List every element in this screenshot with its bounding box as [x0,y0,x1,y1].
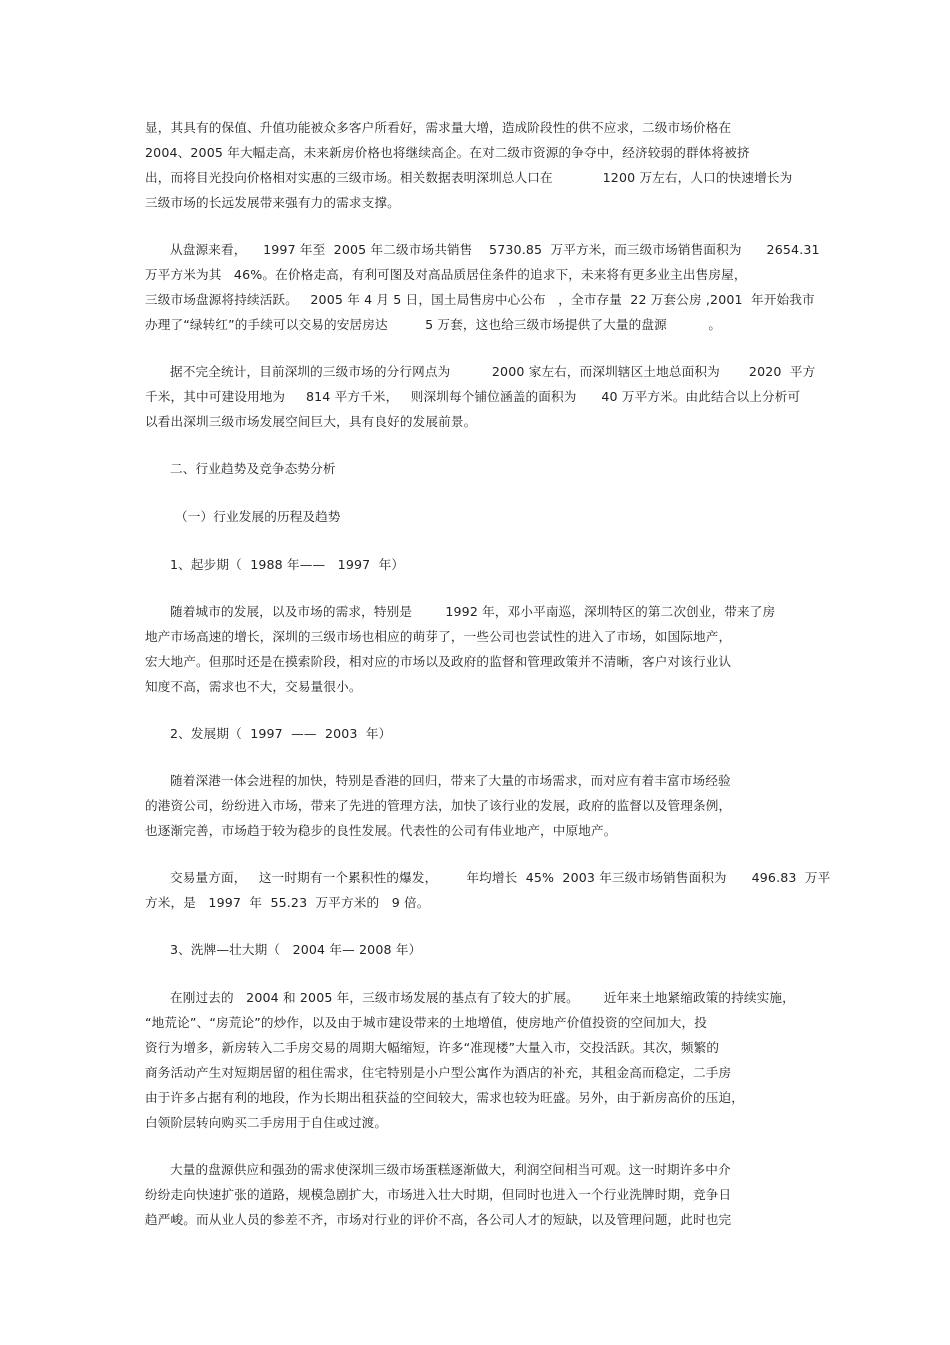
text-line: 知度不高，需求也不大，交易量很小。 [145,679,362,694]
text-line: 大量的盘源供应和强劲的需求使深圳三级市场蛋糕逐渐做大，利润空间相当可观。这一时期许多中介 [170,1162,731,1177]
text-line: 纷纷走向快速扩张的道路，规模急剧扩大，市场进入壮大时期，但同时也进入一个行业洗牌时期，竞争日 [145,1187,732,1202]
subsection-heading: （一）行业发展的历程及趋势 [175,509,341,524]
text-line: 商务活动产生对短期居留的租住需求，住宅特别是小户型公寓作为酒店的补充，其租金高而稳定，二手房 [145,1065,732,1080]
text-line: 从盘源来看， 1997 年至 2005 年二级市场共销售 5730.85 万平方米，而三级市场销售面积为 2654.31 [170,242,820,257]
text-line: 由于许多占据有利的地段，作为长期出租获益的空间较大，需求也较为旺盛。另外，由于新房高价的压迫， [145,1090,744,1105]
text-line: 在刚过去的 2004 和 2005 年，三级市场发展的基点有了较大的扩展。 近年来土地紧缩政策的持续实施， [170,990,795,1005]
text-line: 2004、2005 年大幅走高，未来新房价格也将继续高企。在对二级市资源的争夺中，经济较弱的群体将被挤 [145,145,750,160]
text-line: 的港资公司，纷纷进入市场，带来了先进的管理方法，加快了该行业的发展，政府的监督以及管理条例， [145,798,732,813]
text-line: 显，其具有的保值、升值功能被众多客户所看好，需求量大增，造成阶段性的供不应求，二级市场价格在 [145,120,732,135]
text-line: “地荒论”、“房荒论”的炒作，以及由于城市建设带来的土地增值，使房地产价值投资的空间加大，投 [145,1015,707,1030]
text-line: 交易量方面， 这一时期有一个累积性的爆发， 年均增长 45% 2003 年三级市场销售面积为 496.83 万平 [170,870,831,885]
text-line: 宏大地产。但那时还是在摸索阶段，相对应的市场以及政府的监督和管理政策并不清晰，客户对该行业认 [145,654,732,669]
text-line: 方米，是 1997 年 55.23 万平方米的 9 倍。 [145,895,430,910]
text-line: 地产市场高速的增长，深圳的三级市场也相应的萌芽了，一些公司也尝试性的进入了市场，如国际地产， [145,629,732,644]
text-line: 万平方米为其 46%。在价格走高，有利可图及对高品质居住条件的追求下，未来将有更多业主出售房屋， [145,267,747,282]
stage-heading: 2、发展期（ 1997 —— 2003 年） [170,726,392,741]
text-line: 白领阶层转向购买二手房用于自住或过渡。 [145,1115,388,1130]
text-line: 三级市场盘源将持续活跃。 2005 年 4 月 5 日，国土局售房中心公布 ，全市存量 22 万套公房 ,2001 年开始我市 [145,292,815,307]
text-line: 以看出深圳三级市场发展空间巨大，具有良好的发展前景。 [145,414,477,429]
text-line: 资行为增多，新房转入二手房交易的周期大幅缩短，许多“准现楼”大量入市，交投活跃。其次，频繁的 [145,1040,720,1055]
text-line: 三级市场的长远发展带来强有力的需求支撑。 [145,195,400,210]
stage-heading: 1、起步期（ 1988 年—— 1997 年） [170,557,405,572]
text-line: 据不完全统计，目前深圳的三级市场的分行网点为 2000 家左右，而深圳辖区土地总面积为 2020 平方 [170,364,816,379]
text-line: 随着城市的发展，以及市场的需求，特别是 1992 年，邓小平南巡，深圳特区的第二次创业，带来了房 [170,604,776,619]
stage-heading: 3、洗牌—壮大期（ 2004 年— 2008 年） [170,942,422,957]
text-line: 随着深港一体会进程的加快，特别是香港的回归，带来了大量的市场需求，而对应有着丰富市场经验 [170,773,731,788]
text-line: 千米，其中可建设用地为 814 平方千米， 则深圳每个铺位涵盖的面积为 40 万平方米。由此结合以上分析可 [145,389,801,404]
text-line: 趋严峻。而从业人员的参差不齐，市场对行业的评价不高，各公司人才的短缺，以及管理问题，此时也完 [145,1212,732,1227]
text-line: 办理了“绿转红”的手续可以交易的安居房达 5 万套，这也给三级市场提供了大量的盘源 。 [145,317,722,332]
text-line: 也逐渐完善，市场趋于较为稳步的良性发展。代表性的公司有伟业地产，中原地产。 [145,823,617,838]
text-line: 出，而将目光投向价格相对实惠的三级市场。相关数据表明深圳总人口在 1200 万左右，人口的快速增长为 [145,170,793,185]
section-heading: 二、行业趋势及竞争态势分析 [170,461,336,476]
